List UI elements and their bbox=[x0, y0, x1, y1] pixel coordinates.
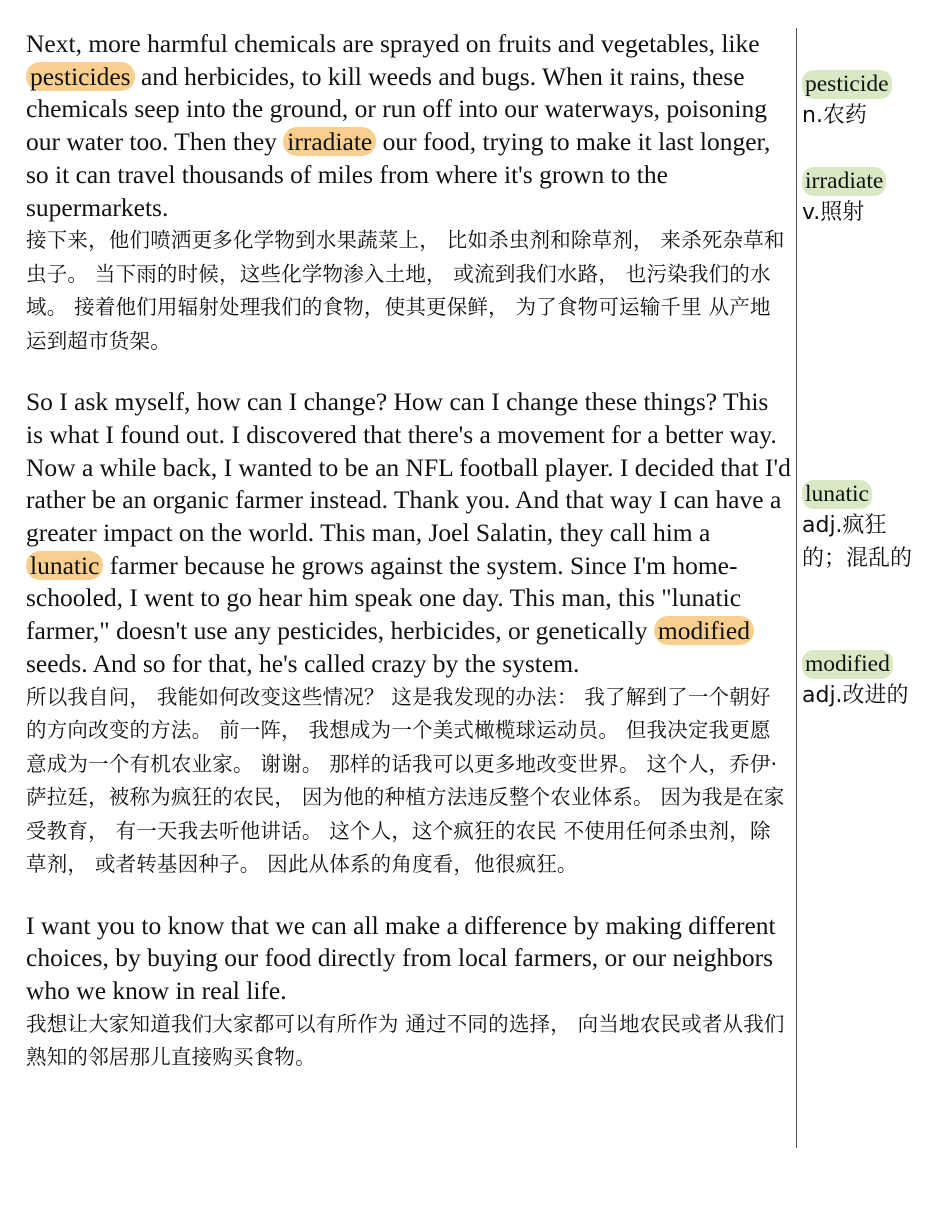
glossary-definition: adj.疯狂的；混乱的 bbox=[802, 513, 913, 571]
glossary-entry-pesticide bbox=[802, 70, 942, 132]
glossary-definition: n.农药 bbox=[802, 103, 867, 128]
glossary-word: lunatic bbox=[802, 480, 872, 509]
chinese-translation: 接下来，他们喷洒更多化学物到水果蔬菜上， 比如杀虫剂和除草剂， 来杀死杂草和虫子。 当下雨的时候，这些化学物渗入土地， 或流到我们水路， 也污染我们的水域。 接着他们用辐射处理我们的食物，使其更保鲜， 为了食物可运输千里 从产地运到超市货架。 bbox=[26, 228, 785, 353]
paragraph-1 bbox=[26, 28, 791, 358]
transcript bbox=[26, 28, 791, 1103]
highlight-irradiate[interactable]: irradiate bbox=[283, 127, 376, 156]
chinese-translation: 我想让大家知道我们大家都可以有所作为 通过不同的选择， 向当地农民或者从我们熟知的邻居那儿直接购买食物。 bbox=[26, 1011, 785, 1070]
glossary-word: modified bbox=[802, 650, 893, 679]
chinese-translation: 所以我自问， 我能如何改变这些情况？ 这是我发现的办法： 我了解到了一个朝好的方向改变的方法。 前一阵， 我想成为一个美式橄榄球运动员。 但我决定我更愿意成为一个有机农业家。 谢谢。 那样的话我可以更多地改变世界。 这个人，乔伊·萨拉廷，被称为疯狂的农民， 因为他的种植方法违反整个农业体系。 因为我是在家受教育， 有一天我去听他讲话。 这个人，这个疯狂的农民 不使用任何杀虫剂，除草剂， 或者转基因种子。 因此从体系的角度看，他很疯狂。 bbox=[26, 684, 785, 877]
glossary-definition: adj.改进的 bbox=[802, 683, 909, 708]
highlight-pesticides[interactable]: pesticides bbox=[26, 62, 135, 91]
english-text: Next, more harmful chemicals are sprayed on fruits and vegetables, like pesticides and herbicides, to kill weeds and bugs. When it rains, these chemicals seep into the ground, or run off into our waterways, poisoning our water too. Then they irradiate our food, trying to make it last longer, so it can travel thousands of miles from where it's grown to the supermarkets. bbox=[26, 29, 771, 222]
glossary-entry-irradiate bbox=[802, 167, 942, 229]
column-divider bbox=[796, 28, 797, 1148]
glossary-entry-modified bbox=[802, 650, 942, 712]
highlight-lunatic[interactable]: lunatic bbox=[26, 551, 103, 580]
english-text: I want you to know that we can all make a difference by making different choices, by buying our food directly from local farmers, or our neighbors who we know in real life. bbox=[26, 910, 776, 1005]
paragraph-2 bbox=[26, 386, 791, 881]
glossary-word: pesticide bbox=[802, 70, 892, 99]
glossary-definition: v.照射 bbox=[802, 200, 865, 225]
highlight-modified[interactable]: modified bbox=[654, 616, 754, 645]
glossary-entry-lunatic bbox=[802, 480, 930, 575]
english-text: So I ask myself, how can I change? How can I change these things? This is what I found out. I discovered that there's a movement for a better way. Now a while back, I wanted to be an NFL football player. I decided that I'd rather be an organic farmer instead. Thank you. And that way I can have a greater impact on the world. This man, Joel Salatin, they call him a lunatic farmer because he grows against the system. Since I'm home-schooled, I went to go hear him speak one day. This man, this "lunatic farmer," doesn't use any pesticides, herbicides, or genetically modified seeds. And so for that, he's called crazy by the system. bbox=[26, 387, 791, 678]
glossary-word: irradiate bbox=[802, 167, 886, 196]
paragraph-3 bbox=[26, 910, 791, 1075]
